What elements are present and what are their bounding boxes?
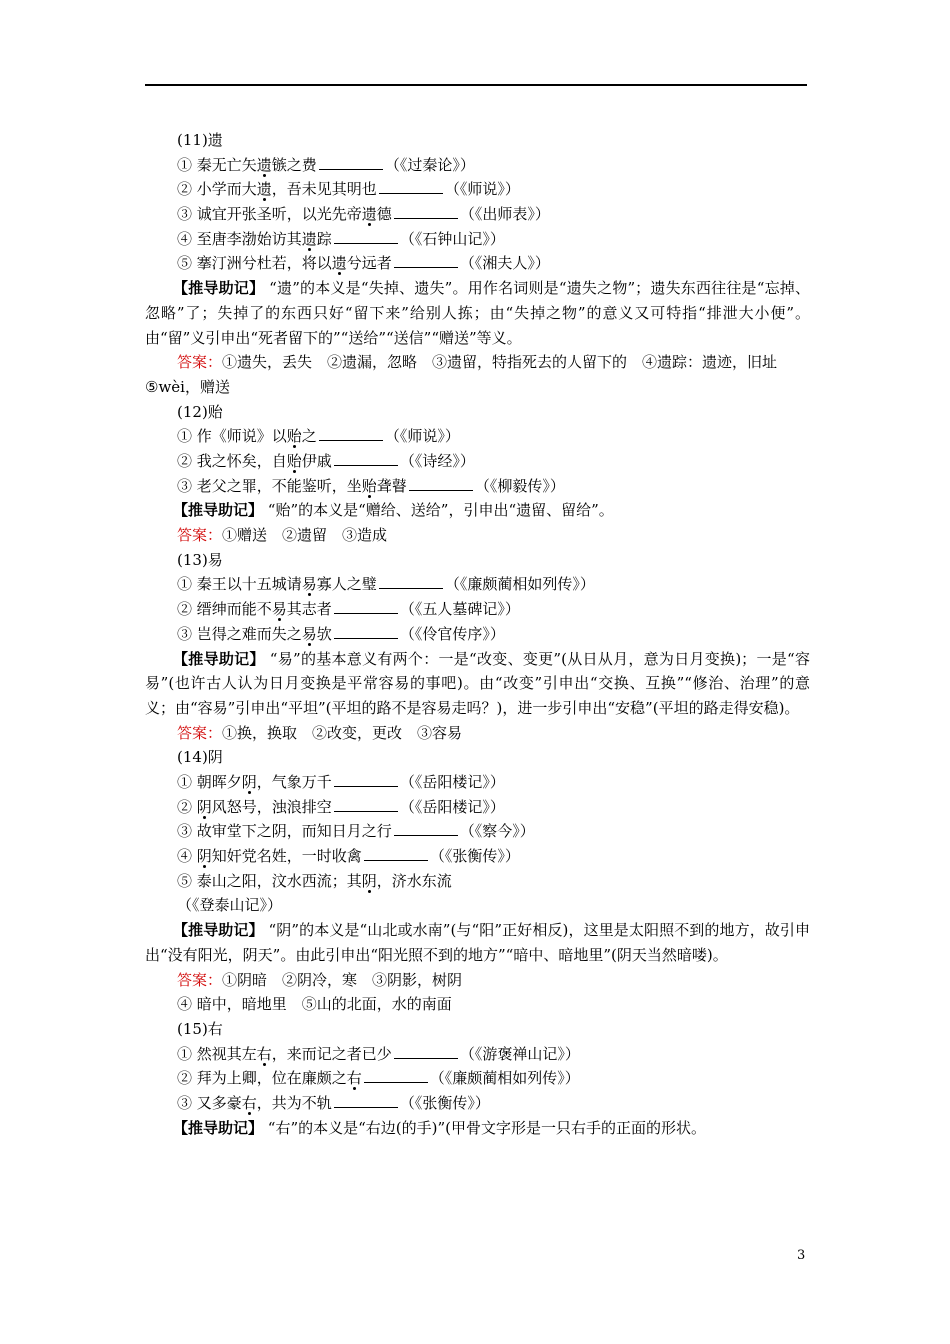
- answer-line: 答案：①阴暗 ②阴冷，寒 ③阴影，树阴: [177, 970, 463, 989]
- example-sentence: ① 作《师说》以贻之 （《师说》）: [177, 427, 460, 446]
- section-title-13: (13)易: [177, 550, 223, 569]
- answer-line: 答案：①遗失，丢失 ②遗漏，忽略 ③遗留，特指死去的人留下的 ④遗踪：遗迹，旧址: [177, 353, 778, 372]
- answer-blank[interactable]: [334, 771, 398, 787]
- section-title-14: (14)阴: [177, 748, 223, 767]
- page-number: 3: [797, 1248, 806, 1263]
- answer-line: ④ 暗中，暗地里 ⑤山的北面，水的南面: [177, 995, 452, 1014]
- section-title-12: (12)贻: [177, 402, 223, 421]
- example-source: （《登泰山记》）: [177, 896, 283, 915]
- derivation-note: 【推导助记】 “右”的本义是“右边(的手)”(甲骨文字形是一只右手的正面的形状。: [173, 1118, 707, 1137]
- answer-blank[interactable]: [334, 598, 398, 614]
- answer-blank[interactable]: [319, 425, 383, 441]
- answer-line: 答案：①赠送 ②遗留 ③造成: [177, 526, 388, 545]
- answer-blank[interactable]: [394, 1043, 458, 1059]
- section-title-11: (11)遗: [177, 131, 223, 149]
- page-content: [145, 128, 810, 1140]
- answer-blank[interactable]: [334, 450, 398, 466]
- answer-line: ⑤wèi，赠送: [145, 377, 230, 396]
- answer-blank[interactable]: [334, 796, 398, 812]
- example-sentence: ② 我之怀矣，自贻伊戚 （《诗经》）: [177, 451, 475, 470]
- example-sentence: ① 秦无亡矢遗镞之费 （《过秦论》）: [177, 155, 475, 174]
- example-sentence: ② 拜为上卿，位在廉颇之右 （《廉颇蔺相如列传》）: [177, 1069, 580, 1088]
- example-sentence: ③ 又多豪右，共为不轨 （《张衡传》）: [177, 1093, 490, 1112]
- answer-blank[interactable]: [409, 475, 473, 491]
- example-sentence: ① 秦王以十五城请易寡人之璧 （《廉颇蔺相如列传》）: [177, 575, 595, 594]
- answer-blank[interactable]: [334, 623, 398, 639]
- section-title-15: (15)右: [177, 1019, 223, 1038]
- answer-blank[interactable]: [334, 1092, 398, 1108]
- example-sentence: ② 小学而大遗，吾未见其明也 （《师说》）: [177, 180, 520, 199]
- example-sentence: ④ 阴知奸党名姓，一时收禽 （《张衡传》）: [177, 847, 520, 866]
- example-sentence: ③ 老父之罪，不能鉴听，坐贻聋瞽 （《柳毅传》）: [177, 476, 565, 495]
- derivation-note: 【推导助记】 “贻”的本义是“赠给、送给”，引申出“遗留、留给”。: [173, 501, 614, 520]
- example-sentence: ③ 故审堂下之阴，而知日月之行 （《察今》）: [177, 822, 535, 841]
- answer-blank[interactable]: [379, 573, 443, 589]
- example-sentence: ② 阴风怒号，浊浪排空 （《岳阳楼记》）: [177, 797, 505, 816]
- example-sentence: ① 朝晖夕阴，气象万千 （《岳阳楼记》）: [177, 772, 505, 791]
- answer-blank[interactable]: [334, 228, 398, 244]
- answer-blank[interactable]: [379, 178, 443, 194]
- answer-blank[interactable]: [319, 154, 383, 170]
- example-sentence: ④ 至唐李渤始访其遗踪 （《石钟山记》）: [177, 229, 505, 248]
- example-sentence: ③ 诚宜开张圣听，以光先帝遗德 （《出师表》）: [177, 205, 550, 224]
- answer-blank[interactable]: [394, 252, 458, 268]
- answer-blank[interactable]: [394, 820, 458, 836]
- answer-line: 答案：①换，换取 ②改变，更改 ③容易: [177, 723, 463, 742]
- derivation-note: 【推导助记】 “易”的基本意义有两个：一是“改变、变更”(从日从月，意为日月变换)；一是“容易”(也许古人认为日月变换是平常容易的事吧)。由“改变”引申出“交换、互换”“修治、治理”的意义；由“容易”引申出“平坦”(平坦的路不是容易走吗？)，进一步引申出“安稳”(平坦的路走得安稳)。: [145, 649, 810, 717]
- header-rule: [145, 84, 807, 86]
- example-sentence: ① 然视其左右，来而记之者已少 （《游褒禅山记》）: [177, 1044, 580, 1063]
- example-sentence: ⑤ 搴汀洲兮杜若，将以遗兮远者 （《湘夫人》）: [177, 254, 550, 273]
- example-sentence: ③ 岂得之难而失之易欤 （《伶官传序》）: [177, 624, 505, 643]
- example-sentence: ② 缙绅而能不易其志者 （《五人墓碑记》）: [177, 600, 520, 619]
- derivation-note: 【推导助记】 “遗”的本义是“失掉、遗失”。用作名词则是“遗失之物”；遗失东西往往是“忘掉、忽略”了；失掉了的东西只好“留下来”给别人拣；由“失掉之物”的意义又可特指“排泄大小便”。由“留”义引申出“死者留下的”“送给”“送信”“赠送”等义。: [145, 279, 810, 347]
- example-sentence: ⑤ 泰山之阳，汶水西流；其阴，济水东流: [177, 871, 452, 890]
- answer-blank[interactable]: [364, 1067, 428, 1083]
- derivation-note: 【推导助记】 “阴”的本义是“山北或水南”(与“阳”正好相反)，这里是太阳照不到的地方，故引申出“没有阳光，阴天”。由此引申出“阳光照不到的地方”“暗中、暗地里”(阴天当然暗喽)。: [145, 921, 810, 964]
- answer-blank[interactable]: [364, 845, 428, 861]
- answer-blank[interactable]: [394, 203, 458, 219]
